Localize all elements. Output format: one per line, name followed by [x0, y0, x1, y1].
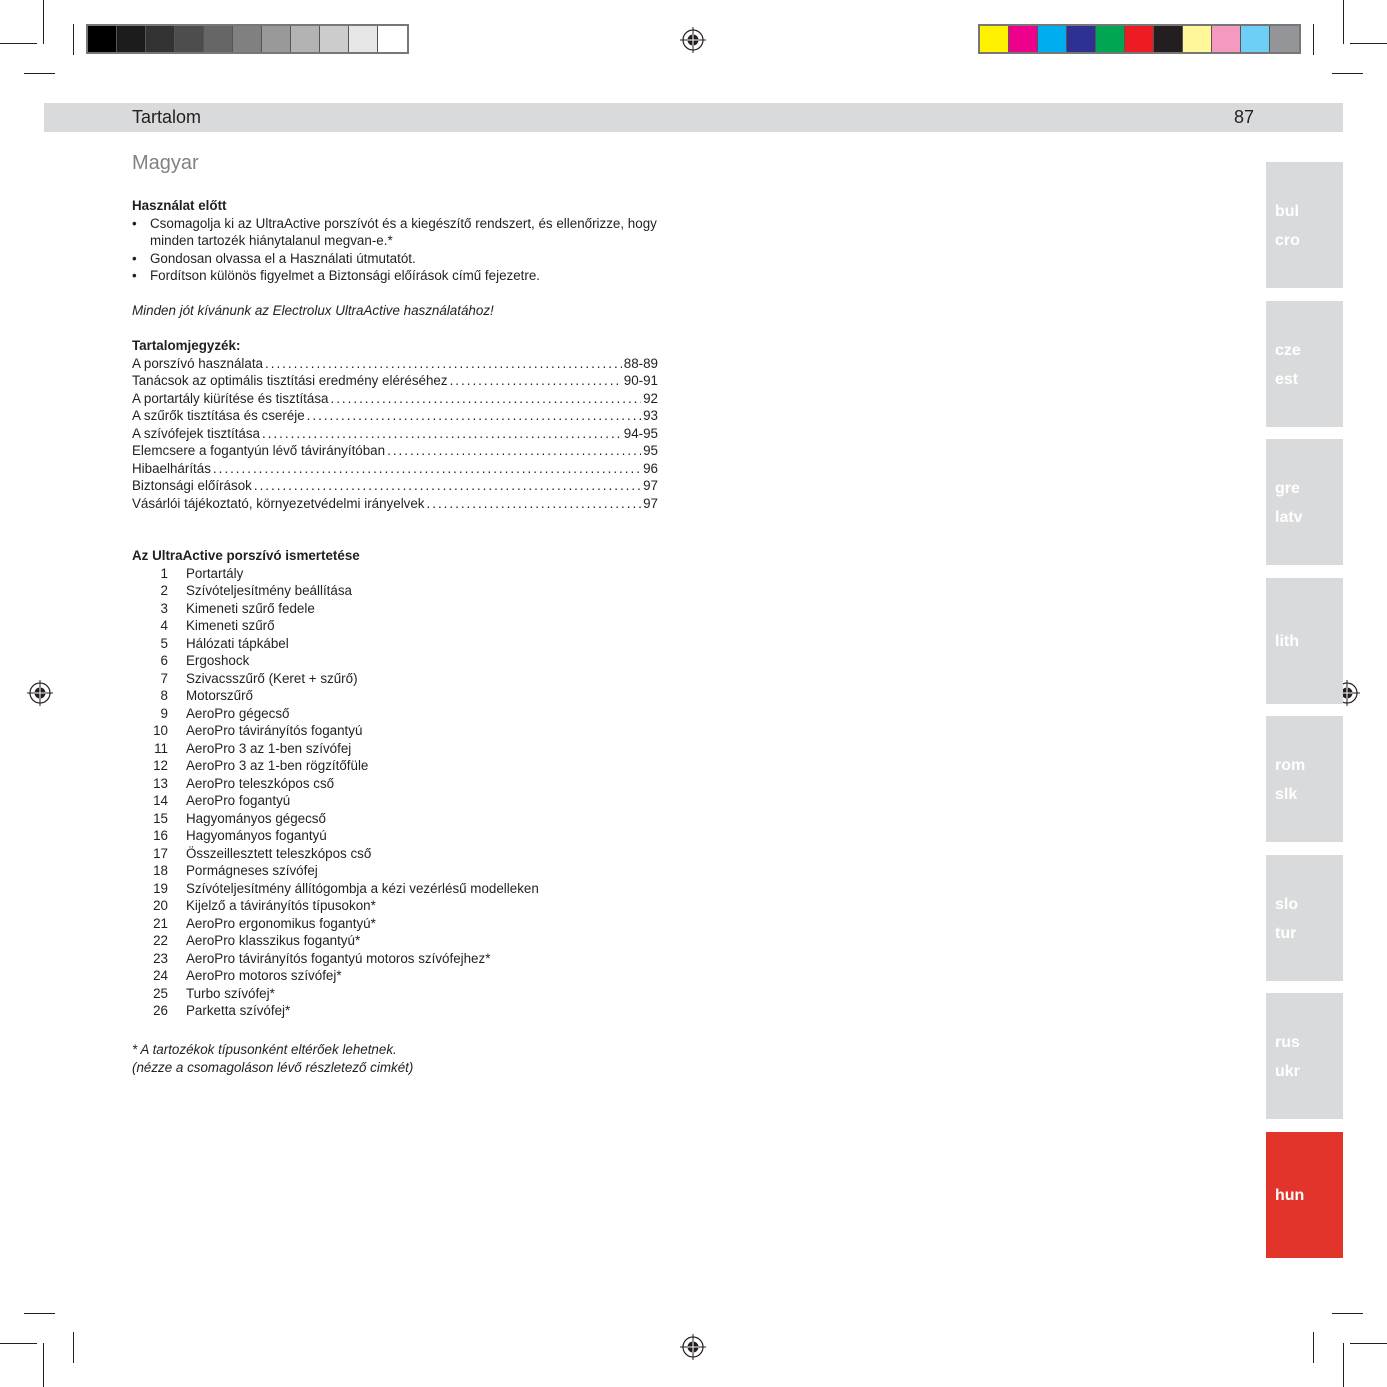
- list-item: • Fordítson különös figyelmet a Biztonsági előírások című fejezetre.: [132, 267, 658, 285]
- color-swatch: [320, 26, 349, 52]
- toc-entry: [132, 477, 658, 495]
- toc-entry-pages: 88-89: [623, 355, 658, 371]
- language-tab-bul-cro[interactable]: [1266, 162, 1343, 288]
- list-item: [132, 862, 658, 880]
- list-item: [132, 740, 658, 758]
- grayscale-calibration-bar: [86, 24, 409, 54]
- part-label: Szivacsszűrő (Keret + szűrő): [186, 670, 358, 686]
- toc-entry-pages: 97: [643, 478, 658, 493]
- language-code: rus: [1275, 1034, 1300, 1051]
- toc-leader-dots: [262, 425, 622, 443]
- toc-entry-pages: 96: [643, 460, 658, 476]
- list-item: [132, 687, 658, 705]
- toc-leader-dots: [265, 355, 622, 373]
- part-number: 26: [153, 1003, 168, 1018]
- color-swatch: [349, 26, 378, 52]
- part-number: 10: [153, 723, 168, 738]
- part-number: 13: [153, 775, 168, 791]
- language-code: lith: [1275, 632, 1299, 650]
- language-tab-cze-est[interactable]: [1266, 301, 1343, 427]
- footnote: [132, 1041, 413, 1077]
- crop-mark: [73, 24, 74, 55]
- list-item: [132, 565, 658, 583]
- before-use-list: [132, 215, 658, 285]
- list-item: [132, 670, 658, 688]
- language-code: slk: [1275, 786, 1298, 803]
- language-code: slo: [1275, 895, 1299, 913]
- crop-mark: [1332, 73, 1363, 74]
- list-item: [132, 617, 658, 635]
- part-label: AeroPro távirányítós fogantyú: [186, 723, 363, 738]
- list-item: [132, 810, 658, 828]
- list-item: [132, 600, 658, 618]
- list-item: [132, 582, 658, 600]
- language-tab-slo-tur[interactable]: [1266, 855, 1343, 981]
- crop-mark: [1332, 1313, 1363, 1314]
- language-code: rom: [1275, 757, 1306, 774]
- part-number: 25: [153, 985, 168, 1001]
- part-label: Ergoshock: [186, 653, 250, 668]
- list-item: [132, 757, 658, 775]
- toc-entry: [132, 442, 658, 460]
- toc-leader-dots: [387, 442, 641, 460]
- toc-entry: [132, 355, 658, 373]
- part-number: 21: [153, 915, 168, 931]
- toc-entry-pages: 92: [643, 390, 658, 406]
- list-item: [132, 775, 658, 793]
- part-label: AeroPro motoros szívófej*: [186, 968, 342, 983]
- list-item: [132, 880, 658, 898]
- toc-leader-dots: [213, 460, 641, 478]
- toc-entry-title: A szívófejek tisztítása: [132, 425, 261, 441]
- before-use-heading: Használat előtt: [132, 198, 227, 213]
- language-tab-rom-slk[interactable]: [1266, 716, 1343, 842]
- color-swatch: [291, 26, 320, 52]
- toc-leader-dots: [330, 390, 641, 408]
- part-label: AeroPro távirányítós fogantyú motoros szívófejhez*: [186, 950, 491, 966]
- list-item: [132, 792, 658, 810]
- toc-entry-pages: 90-91: [623, 373, 658, 388]
- part-number: 17: [153, 845, 168, 861]
- language-code: cro: [1275, 232, 1300, 249]
- crop-mark: [1343, 1343, 1344, 1387]
- list-item: [132, 897, 658, 915]
- part-label: AeroPro ergonomikus fogantyú*: [186, 915, 376, 931]
- toc-entry: [132, 372, 658, 390]
- part-label: Kimeneti szűrő: [186, 618, 275, 633]
- toc-entry-title: Biztonsági előírások: [132, 478, 252, 493]
- language-code: ukr: [1275, 1063, 1300, 1080]
- part-label: AeroPro klasszikus fogantyú*: [186, 933, 361, 948]
- part-label: Hagyományos gégecső: [186, 810, 326, 826]
- part-number: 4: [160, 618, 168, 633]
- part-number: 7: [160, 670, 168, 686]
- language-code: gre: [1275, 480, 1300, 497]
- language-tab-hun[interactable]: [1266, 1132, 1343, 1258]
- list-item: [132, 845, 658, 863]
- color-swatch: [1067, 26, 1096, 52]
- part-number: 11: [154, 740, 168, 756]
- language-code: latv: [1275, 509, 1303, 526]
- color-swatch: [1270, 26, 1299, 52]
- toc-leader-dots: [427, 495, 642, 513]
- crop-mark: [0, 1343, 37, 1344]
- language-code: hun: [1275, 1186, 1305, 1204]
- toc-entry-pages: 93: [643, 408, 658, 423]
- toc-entry-title: Hibaelhárítás: [132, 460, 211, 476]
- page-title: Tartalom: [132, 107, 202, 127]
- part-number: 1: [160, 565, 168, 581]
- part-label: Turbo szívófej*: [186, 985, 275, 1001]
- color-swatch: [1096, 26, 1125, 52]
- part-label: AeroPro teleszkópos cső: [186, 775, 335, 791]
- part-label: Pormágneses szívófej: [186, 863, 318, 878]
- part-label: Parketta szívófej*: [186, 1003, 291, 1018]
- list-item: • Csomagolja ki az UltraActive porszívót és a kiegészítő rendszert, és ellenőrizze, hogy minden tartozék hiánytalanul megvan-e.*: [132, 215, 658, 250]
- main-content: [132, 150, 658, 1020]
- language-tab-gre-latv[interactable]: [1266, 439, 1343, 565]
- part-label: Portartály: [186, 565, 244, 581]
- color-swatch: [1125, 26, 1154, 52]
- registration-mark-icon: [680, 1334, 706, 1360]
- toc-leader-dots: [254, 477, 641, 495]
- part-label: Kijelző a távirányítós típusokon*: [186, 898, 376, 913]
- table-of-contents: [132, 355, 658, 513]
- toc-entry: [132, 425, 658, 443]
- part-number: 14: [153, 793, 168, 808]
- part-number: 15: [153, 810, 168, 826]
- part-label: Hálózati tápkábel: [186, 635, 289, 651]
- color-swatch: [175, 26, 204, 52]
- part-label: Szívóteljesítmény állítógombja a kézi vezérlésű modelleken: [186, 880, 539, 896]
- toc-entry-title: Vásárlói tájékoztató, környezetvédelmi irányelvek: [132, 495, 425, 511]
- color-swatch: [378, 26, 407, 52]
- color-swatch: [980, 26, 1009, 52]
- language-tab-rus-ukr[interactable]: [1266, 993, 1343, 1119]
- part-number: 18: [153, 863, 168, 878]
- list-item: • Gondosan olvassa el a Használati útmutatót.: [132, 250, 658, 268]
- color-calibration-bar: [978, 24, 1301, 54]
- toc-heading: Tartalomjegyzék:: [132, 338, 241, 353]
- part-label: AeroPro 3 az 1-ben szívófej: [186, 740, 352, 756]
- toc-entry: [132, 495, 658, 513]
- toc-entry-title: A szűrők tisztítása és cseréje: [132, 408, 305, 423]
- list-item: [132, 932, 658, 950]
- part-label: Hagyományos fogantyú: [186, 828, 327, 843]
- part-label: Összeillesztett teleszkópos cső: [186, 845, 372, 861]
- part-label: AeroPro fogantyú: [186, 793, 291, 808]
- part-label: AeroPro 3 az 1-ben rögzítőfüle: [186, 758, 369, 773]
- toc-entry: [132, 407, 658, 425]
- color-swatch: [233, 26, 262, 52]
- language-code: cze: [1275, 341, 1301, 359]
- color-swatch: [1009, 26, 1038, 52]
- list-item: [132, 1002, 658, 1020]
- list-item: [132, 967, 658, 985]
- part-number: 19: [153, 880, 168, 896]
- language-code: est: [1275, 370, 1299, 388]
- list-item: [132, 652, 658, 670]
- language-tab-lith[interactable]: [1266, 578, 1343, 704]
- toc-entry-pages: 97: [643, 495, 658, 511]
- list-item: [132, 827, 658, 845]
- color-swatch: [146, 26, 175, 52]
- registration-mark-icon: [27, 680, 53, 706]
- parts-list: [132, 565, 658, 1020]
- color-swatch: [1154, 26, 1183, 52]
- part-label: Szívóteljesítmény beállítása: [186, 583, 352, 598]
- list-item: [132, 705, 658, 723]
- footnote-line: * A tartozékok típusonként eltérőek lehetnek.: [132, 1042, 397, 1057]
- toc-leader-dots: [307, 407, 641, 425]
- part-label: Kimeneti szűrő fedele: [186, 600, 315, 616]
- language-code: tur: [1275, 924, 1297, 942]
- crop-mark: [43, 1343, 44, 1387]
- list-item: [132, 985, 658, 1003]
- crop-mark: [24, 73, 55, 74]
- color-swatch: [1212, 26, 1241, 52]
- crop-mark: [0, 43, 37, 44]
- footnote-line: (nézze a csomagoláson lévő részletező cimkét): [132, 1060, 414, 1075]
- toc-leader-dots: [450, 372, 622, 390]
- list-item: [132, 635, 658, 653]
- part-number: 8: [160, 688, 168, 703]
- part-number: 23: [153, 950, 168, 966]
- language-code: bul: [1275, 203, 1299, 220]
- part-number: 16: [153, 828, 168, 843]
- color-swatch: [1038, 26, 1067, 52]
- crop-mark: [1350, 43, 1387, 44]
- crop-mark: [1343, 0, 1344, 44]
- color-swatch: [1241, 26, 1270, 52]
- crop-mark: [1313, 24, 1314, 55]
- crop-mark: [1313, 1332, 1314, 1363]
- part-number: 12: [153, 758, 168, 773]
- color-swatch: [262, 26, 291, 52]
- part-label: AeroPro gégecső: [186, 705, 290, 721]
- color-swatch: [88, 26, 117, 52]
- toc-entry-title: A porszívó használata: [132, 355, 264, 371]
- toc-entry: [132, 390, 658, 408]
- toc-entry-pages: 95: [643, 443, 658, 458]
- wish-text: Minden jót kívánunk az Electrolux UltraActive használatához!: [132, 303, 494, 318]
- color-swatch: [1183, 26, 1212, 52]
- list-item: [132, 915, 658, 933]
- toc-entry-title: Elemcsere a fogantyún lévő távirányítóban: [132, 443, 386, 458]
- color-swatch: [117, 26, 146, 52]
- list-item: [132, 722, 658, 740]
- part-number: 22: [153, 933, 168, 948]
- crop-mark: [24, 1313, 55, 1314]
- toc-entry-title: A portartály kiürítése és tisztítása: [132, 390, 329, 406]
- part-number: 9: [160, 705, 168, 721]
- toc-entry-pages: 94-95: [623, 425, 658, 441]
- parts-heading: Az UltraActive porszívó ismertetése: [132, 548, 360, 563]
- part-number: 5: [160, 635, 168, 651]
- part-number: 2: [160, 583, 168, 598]
- part-number: 24: [153, 968, 168, 983]
- part-number: 3: [160, 600, 168, 616]
- part-number: 6: [160, 653, 168, 668]
- crop-mark: [73, 1332, 74, 1363]
- list-item: [132, 950, 658, 968]
- part-label: Motorszűrő: [186, 688, 253, 703]
- language-title: Magyar: [132, 152, 199, 174]
- page-number: 87: [1233, 107, 1254, 127]
- crop-mark: [1350, 1343, 1387, 1344]
- registration-mark-icon: [680, 27, 706, 53]
- crop-mark: [43, 0, 44, 44]
- toc-entry: [132, 460, 658, 478]
- color-swatch: [204, 26, 233, 52]
- part-number: 20: [153, 898, 168, 913]
- toc-entry-title: Tanácsok az optimális tisztítási eredmény eléréséhez: [132, 373, 448, 388]
- page-header: [44, 103, 1343, 132]
